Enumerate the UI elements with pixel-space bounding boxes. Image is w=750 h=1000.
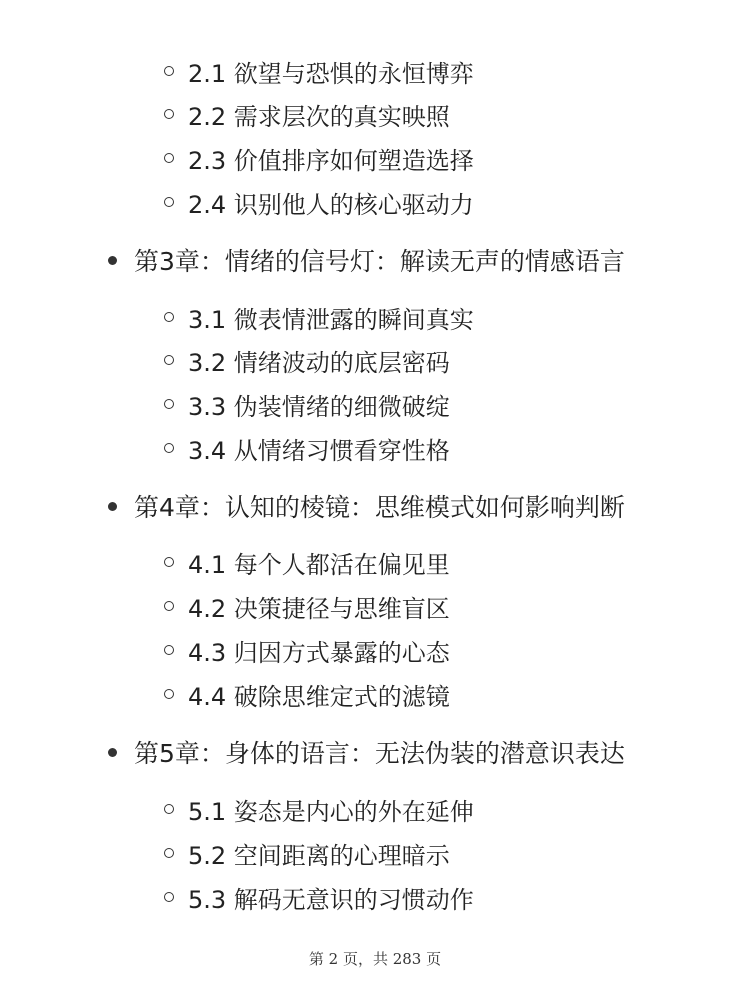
solid-bullet-icon — [108, 256, 117, 265]
hollow-bullet-icon — [164, 355, 174, 365]
toc-section-5-2[interactable] — [164, 833, 450, 873]
toc-section-label: 2.2 需求层次的真实映照 — [188, 102, 450, 131]
hollow-bullet-icon — [164, 601, 174, 611]
hollow-bullet-icon — [164, 109, 174, 119]
toc-section-3-3[interactable] — [164, 384, 450, 424]
toc-section-5-3[interactable] — [164, 877, 474, 917]
toc-section-4-2[interactable] — [164, 586, 450, 626]
toc-section-2-4[interactable] — [164, 182, 474, 222]
toc-section-5-1[interactable] — [164, 789, 474, 829]
toc-section-label: 5.2 空间距离的心理暗示 — [188, 841, 450, 870]
toc-section-label: 3.2 情绪波动的底层密码 — [188, 348, 450, 377]
toc-section-label: 2.1 欲望与恐惧的永恒博弈 — [188, 59, 474, 88]
solid-bullet-icon — [108, 748, 117, 757]
solid-bullet-icon — [108, 502, 117, 511]
toc-section-label: 3.3 伪装情绪的细微破绽 — [188, 392, 450, 421]
hollow-bullet-icon — [164, 557, 174, 567]
hollow-bullet-icon — [164, 66, 174, 76]
toc-section-label: 3.1 微表情泄露的瞬间真实 — [188, 305, 474, 334]
toc-section-label: 5.1 姿态是内心的外在延伸 — [188, 797, 474, 826]
toc-section-4-3[interactable] — [164, 630, 450, 670]
toc-section-3-4[interactable] — [164, 428, 450, 468]
hollow-bullet-icon — [164, 689, 174, 699]
hollow-bullet-icon — [164, 804, 174, 814]
toc-chapter-label: 第4章：认知的棱镜：思维模式如何影响判断 — [134, 493, 625, 522]
hollow-bullet-icon — [164, 848, 174, 858]
toc-section-2-1[interactable] — [164, 51, 474, 91]
toc-section-label: 2.3 价值排序如何塑造选择 — [188, 146, 474, 175]
toc-section-label: 5.3 解码无意识的习惯动作 — [188, 885, 474, 914]
hollow-bullet-icon — [164, 197, 174, 207]
toc-section-3-1[interactable] — [164, 297, 474, 337]
toc-chapter-label: 第5章：身体的语言：无法伪装的潜意识表达 — [134, 739, 625, 768]
toc-section-label: 4.4 破除思维定式的滤镜 — [188, 682, 450, 711]
toc-section-2-2[interactable] — [164, 94, 450, 134]
toc-section-label: 3.4 从情绪习惯看穿性格 — [188, 436, 450, 465]
toc-chapter-5[interactable] — [108, 730, 625, 774]
toc-chapter-3[interactable] — [108, 238, 625, 282]
hollow-bullet-icon — [164, 892, 174, 902]
hollow-bullet-icon — [164, 645, 174, 655]
toc-section-label: 2.4 识别他人的核心驱动力 — [188, 190, 474, 219]
hollow-bullet-icon — [164, 399, 174, 409]
hollow-bullet-icon — [164, 312, 174, 322]
toc-section-4-4[interactable] — [164, 674, 450, 714]
toc-chapter-label: 第3章：情绪的信号灯：解读无声的情感语言 — [134, 247, 625, 276]
toc-section-2-3[interactable] — [164, 138, 474, 178]
toc-section-3-2[interactable] — [164, 340, 450, 380]
toc-section-label: 4.3 归因方式暴露的心态 — [188, 638, 450, 667]
hollow-bullet-icon — [164, 443, 174, 453]
toc-section-label: 4.2 决策捷径与思维盲区 — [188, 594, 450, 623]
toc-section-4-1[interactable] — [164, 542, 450, 582]
toc-section-label: 4.1 每个人都活在偏见里 — [188, 550, 450, 579]
hollow-bullet-icon — [164, 153, 174, 163]
page-indicator: 第 2 页，共 283 页 — [308, 950, 442, 968]
toc-chapter-4[interactable] — [108, 484, 625, 528]
